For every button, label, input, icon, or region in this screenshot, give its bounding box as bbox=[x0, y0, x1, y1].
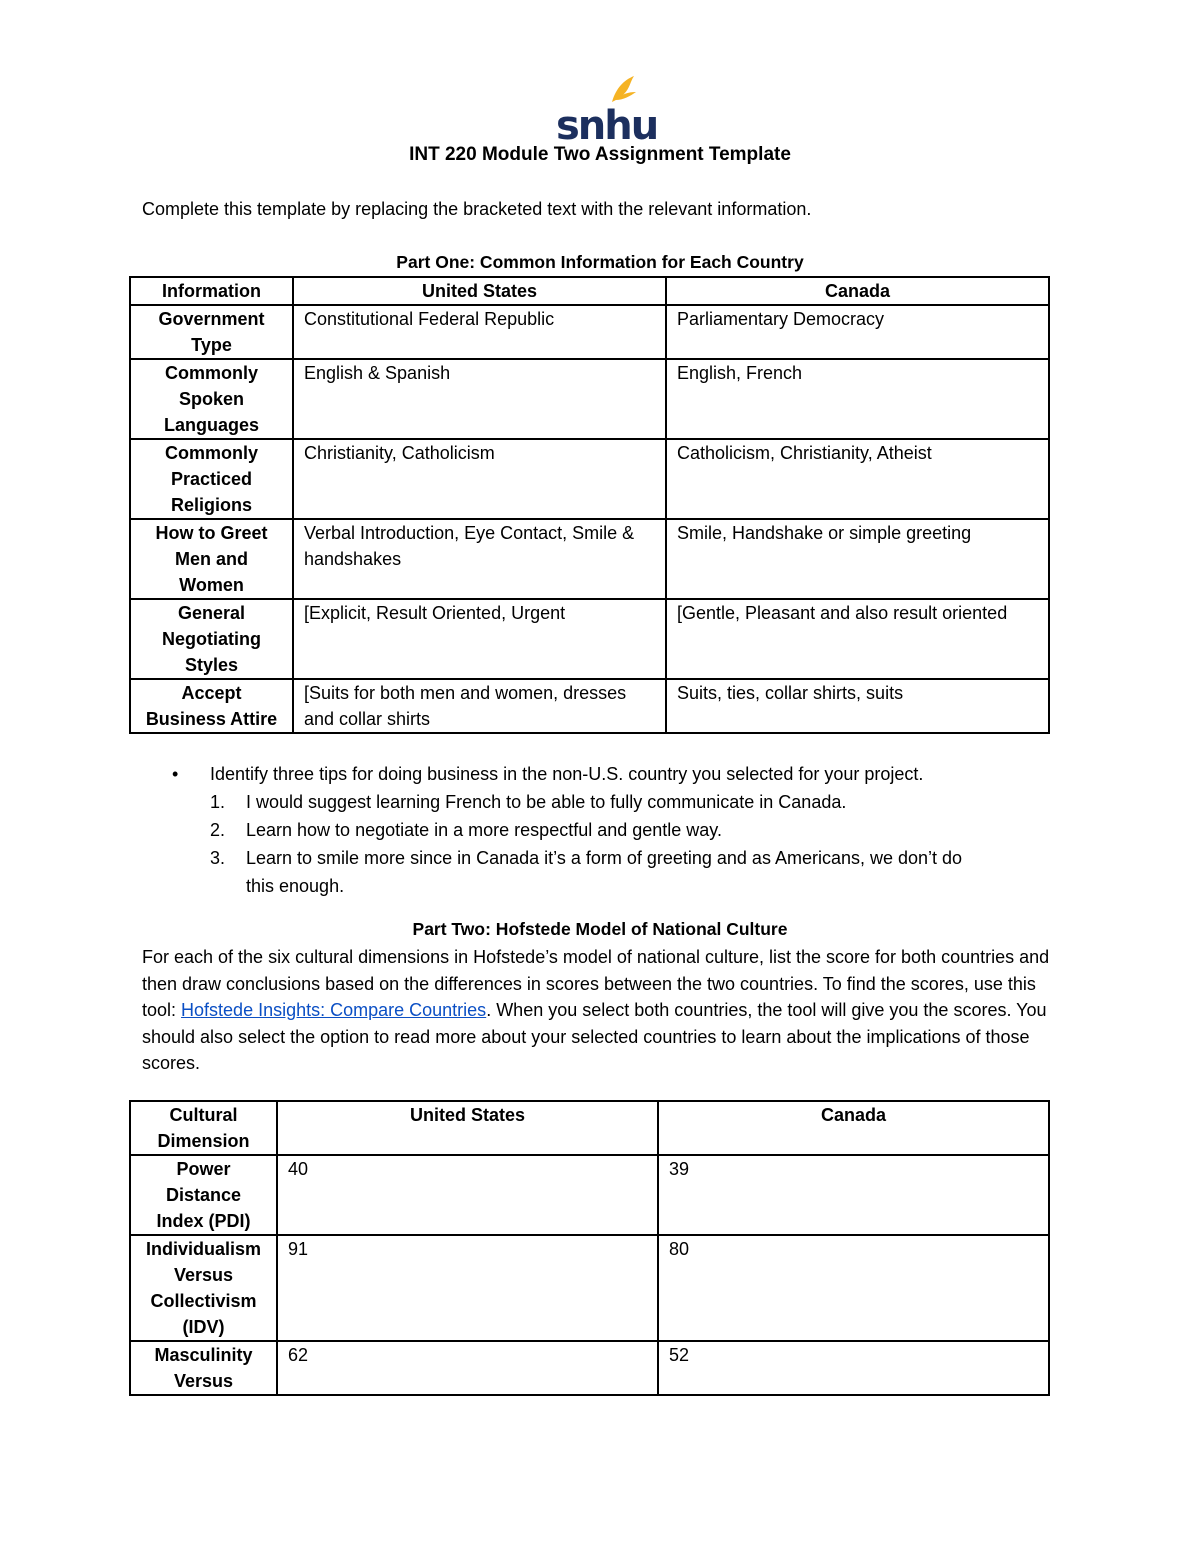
row-label: Accept Business Attire bbox=[130, 679, 293, 733]
us-score: 91 bbox=[277, 1235, 658, 1341]
canada-cell: English, French bbox=[666, 359, 1049, 439]
canada-score: 39 bbox=[658, 1155, 1049, 1235]
hofstede-table bbox=[129, 1100, 1050, 1396]
table-row bbox=[130, 1155, 1049, 1235]
bullet-text: Identify three tips for doing business in the non-U.S. country you selected for your project. bbox=[210, 764, 924, 784]
part-one-table bbox=[129, 276, 1050, 734]
list-item bbox=[172, 816, 1046, 844]
part-one-heading: Part One: Common Information for Each Country bbox=[396, 252, 804, 272]
list-item-text: Learn how to negotiate in a more respectful and gentle way. bbox=[246, 820, 722, 840]
header-information: Information bbox=[130, 277, 293, 305]
bullet-icon: • bbox=[172, 764, 179, 784]
list-item bbox=[172, 844, 986, 900]
row-label: Masculinity Versus bbox=[130, 1341, 277, 1395]
numbered-list bbox=[172, 788, 1046, 900]
instructions-text-before-link: For each of the six cultural dimensions in Hofstede’s model of national culture, list the score for both countries and then draw conclusions based on the differences in scores between the two countries. To find the scores, use this tool: bbox=[142, 947, 1050, 1020]
header-united-states: United States bbox=[277, 1101, 658, 1155]
hofstede-compare-link[interactable]: Hofstede Insights: Compare Countries bbox=[181, 1000, 487, 1020]
row-label: Commonly Spoken Languages bbox=[130, 359, 293, 439]
tips-section bbox=[172, 760, 1046, 900]
logo-wordmark: snhu bbox=[556, 103, 658, 149]
table-header-row bbox=[130, 1101, 1049, 1155]
header-united-states: United States bbox=[293, 277, 666, 305]
table-row bbox=[130, 439, 1049, 519]
us-cell: Christianity, Catholicism bbox=[293, 439, 666, 519]
row-label: Individualism Versus Collectivism (IDV) bbox=[130, 1235, 277, 1341]
us-cell: [Explicit, Result Oriented, Urgent bbox=[293, 599, 666, 679]
canada-score: 80 bbox=[658, 1235, 1049, 1341]
intro-text: Complete this template by replacing the bracketed text with the relevant information. bbox=[142, 199, 812, 219]
list-item bbox=[172, 788, 1046, 816]
us-cell: English & Spanish bbox=[293, 359, 666, 439]
us-score: 40 bbox=[277, 1155, 658, 1235]
list-item-text: I would suggest learning French to be able to fully communicate in Canada. bbox=[246, 792, 847, 812]
table-row bbox=[130, 519, 1049, 599]
row-label: Government Type bbox=[130, 305, 293, 359]
canada-cell: Catholicism, Christianity, Atheist bbox=[666, 439, 1049, 519]
canada-cell: Parliamentary Democracy bbox=[666, 305, 1049, 359]
header-canada: Canada bbox=[658, 1101, 1049, 1155]
list-marker: 2. bbox=[210, 820, 226, 840]
row-label: Power Distance Index (PDI) bbox=[130, 1155, 277, 1235]
table-row bbox=[130, 1341, 1049, 1395]
row-label: General Negotiating Styles bbox=[130, 599, 293, 679]
table-row bbox=[130, 599, 1049, 679]
us-cell: Verbal Introduction, Eye Contact, Smile & handshakes bbox=[293, 519, 666, 599]
bullet-item bbox=[172, 760, 1046, 788]
table-row bbox=[130, 1235, 1049, 1341]
canada-cell: Smile, Handshake or simple greeting bbox=[666, 519, 1049, 599]
table-header-row bbox=[130, 277, 1049, 305]
table-row bbox=[130, 679, 1049, 733]
canada-cell: [Gentle, Pleasant and also result oriented bbox=[666, 599, 1049, 679]
us-score: 62 bbox=[277, 1341, 658, 1395]
header-cultural-dimension: Cultural Dimension bbox=[130, 1101, 277, 1155]
header-canada: Canada bbox=[666, 277, 1049, 305]
row-label: Commonly Practiced Religions bbox=[130, 439, 293, 519]
table-row bbox=[130, 359, 1049, 439]
us-cell: [Suits for both men and women, dresses and collar shirts bbox=[293, 679, 666, 733]
document-title: INT 220 Module Two Assignment Template bbox=[409, 144, 791, 165]
instructions-text-after-link: . When you select both countries, the tool will give you the scores. You should also select the option to read more about your selected countries to learn about the implications of those scores. bbox=[142, 1000, 1047, 1073]
table-row bbox=[130, 305, 1049, 359]
us-cell: Constitutional Federal Republic bbox=[293, 305, 666, 359]
list-marker: 3. bbox=[210, 848, 226, 868]
canada-score: 52 bbox=[658, 1341, 1049, 1395]
part-two-heading: Part Two: Hofstede Model of National Culture bbox=[412, 919, 788, 939]
row-label: How to Greet Men and Women bbox=[130, 519, 293, 599]
part-two-instructions bbox=[142, 944, 1062, 1077]
list-marker: 1. bbox=[210, 792, 226, 812]
list-item-text: Learn to smile more since in Canada it’s a form of greeting and as Americans, we don’t do this enough. bbox=[246, 848, 963, 896]
canada-cell: Suits, ties, collar shirts, suits bbox=[666, 679, 1049, 733]
snhu-logo bbox=[552, 70, 658, 149]
